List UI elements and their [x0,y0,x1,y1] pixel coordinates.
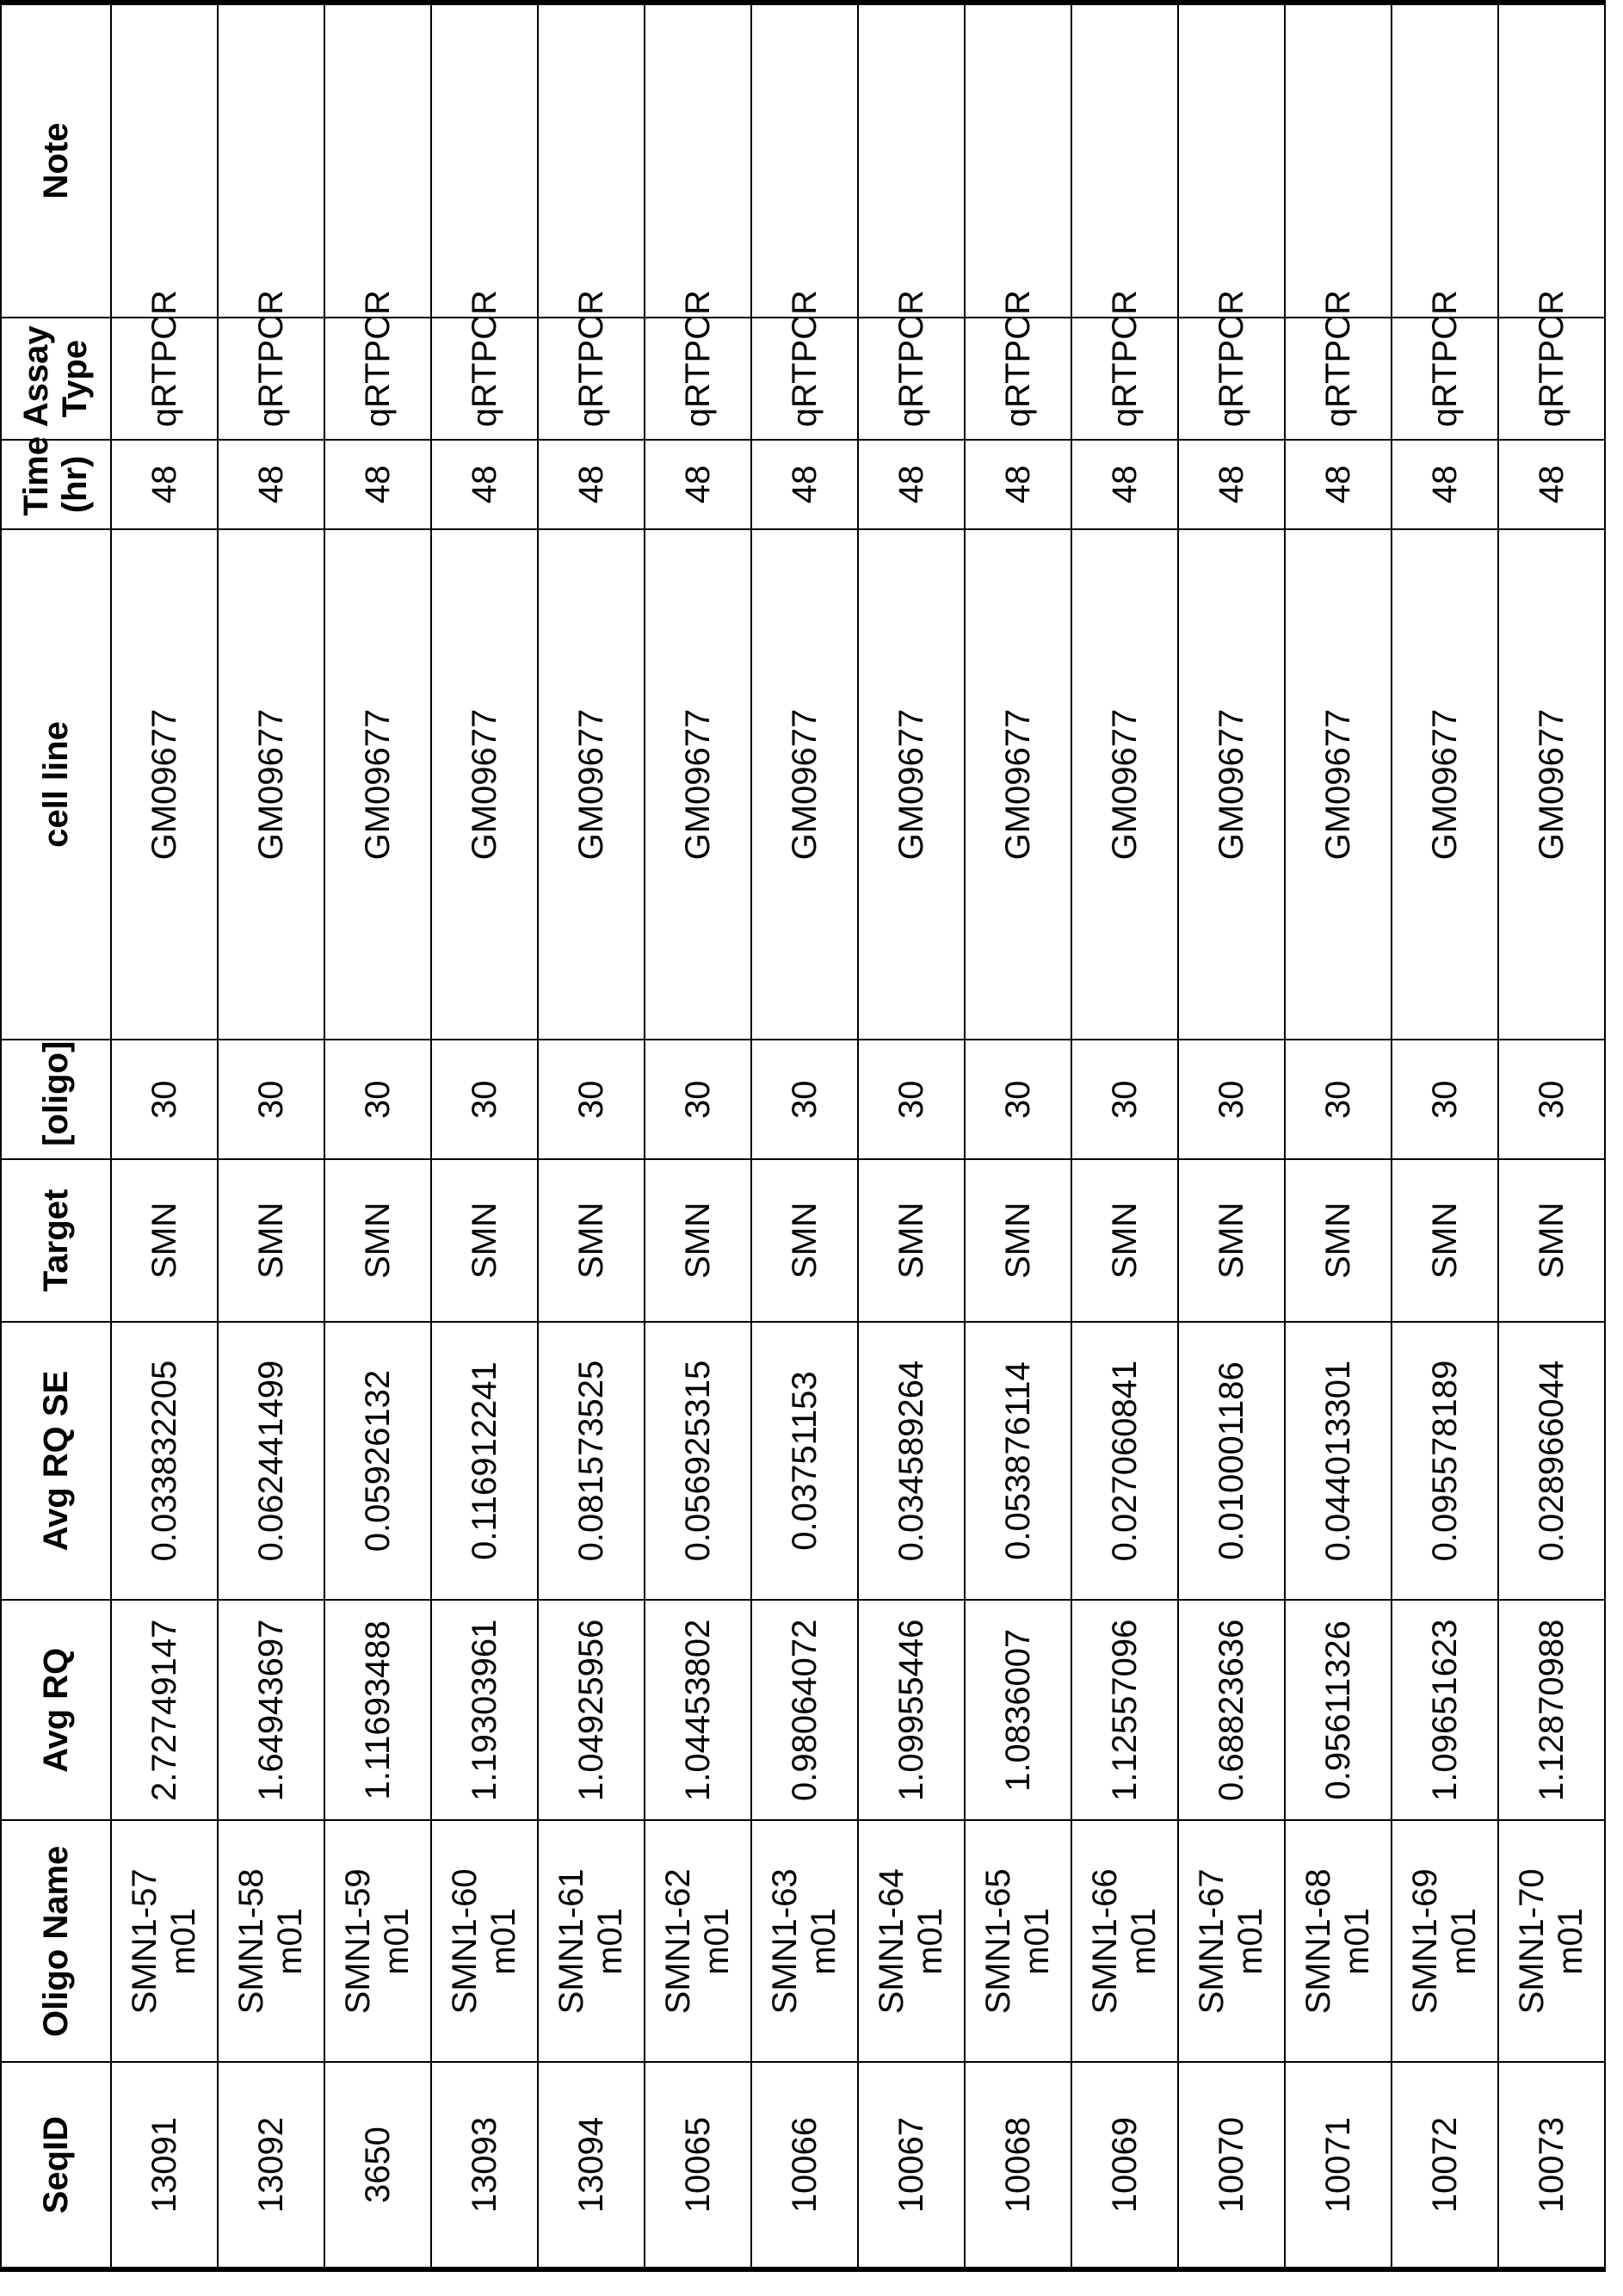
oligo-name-suffix: m01 [911,1907,949,1975]
cell-oligo_conc: 30 [218,1040,324,1159]
cell-time_hr: 48 [1178,440,1285,528]
cell-assay_type: qRTPCR [1285,318,1392,441]
cell-seqid: 10073 [1498,2062,1605,2269]
cell-time_hr: 48 [538,440,645,528]
oligo-name-suffix: m01 [1338,1907,1376,1975]
column-header-seqid: SeqID [1,2062,111,2269]
cell-assay_type: qRTPCR [751,318,858,441]
cell-time_hr: 48 [324,440,431,528]
cell-avg_rq: 1.09955446 [858,1600,965,1820]
cell-cell_line: GM09677 [111,529,218,1040]
cell-avg_rq_se: 0.028966044 [1498,1322,1605,1600]
cell-target: SMN [1285,1159,1392,1322]
cell-oligo_conc: 30 [431,1040,538,1159]
cell-cell_line: GM09677 [1392,529,1498,1040]
table-row [1392,3,1498,2269]
table-row [1071,3,1178,2269]
cell-note [858,3,965,318]
cell-note [1071,3,1178,318]
cell-seqid: 10066 [751,2062,858,2269]
oligo-name-suffix: m01 [484,1907,522,1975]
cell-assay_type: qRTPCR [111,318,218,441]
table-row [218,3,324,2269]
cell-avg_rq: 1.12557096 [1071,1600,1178,1820]
cell-note [431,3,538,318]
oligo-name-suffix: m01 [1231,1907,1269,1975]
cell-assay_type: qRTPCR [1498,318,1605,441]
cell-oligo_name: SMN1-66 m01 [1071,1820,1178,2062]
column-header-assay-type: Assay Type [1,318,111,441]
cell-seqid: 10067 [858,2062,965,2269]
cell-avg_rq: 1.64943697 [218,1600,324,1820]
oligo-name-suffix: m01 [1552,1907,1589,1975]
cell-cell_line: GM09677 [1285,529,1392,1040]
cell-assay_type: qRTPCR [431,318,538,441]
cell-oligo_conc: 30 [324,1040,431,1159]
cell-oligo_name: SMN1-59 m01 [324,1820,431,2062]
cell-note [1392,3,1498,318]
cell-target: SMN [1498,1159,1605,1322]
cell-note [324,3,431,318]
table-row [965,3,1071,2269]
cell-cell_line: GM09677 [645,529,751,1040]
cell-oligo_name: SMN1-70 m01 [1498,1820,1605,2062]
cell-avg_rq_se: 0.056925315 [645,1322,751,1600]
column-header-note: Note [1,3,111,318]
cell-cell_line: GM09677 [218,529,324,1040]
cell-target: SMN [645,1159,751,1322]
cell-target: SMN [218,1159,324,1322]
cell-oligo_name: SMN1-62 m01 [645,1820,751,2062]
cell-time_hr: 48 [1285,440,1392,528]
cell-oligo_conc: 30 [751,1040,858,1159]
table-row [431,3,538,2269]
cell-time_hr: 48 [751,440,858,528]
cell-time_hr: 48 [431,440,538,528]
cell-oligo_name: SMN1-69 m01 [1392,1820,1498,2062]
cell-avg_rq_se: 0.010001186 [1178,1322,1285,1600]
cell-avg_rq_se: 0.116912241 [431,1322,538,1600]
cell-cell_line: GM09677 [858,529,965,1040]
cell-oligo_name: SMN1-58 m01 [218,1820,324,2062]
table-row [324,3,431,2269]
cell-time_hr: 48 [1071,440,1178,528]
cell-assay_type: qRTPCR [1392,318,1498,441]
cell-avg_rq_se: 0.095578189 [1392,1322,1498,1600]
cell-seqid: 13093 [431,2062,538,2269]
cell-oligo_name: SMN1-57 m01 [111,1820,218,2062]
cell-seqid: 13092 [218,2062,324,2269]
cell-target: SMN [431,1159,538,1322]
cell-target: SMN [1178,1159,1285,1322]
cell-oligo_conc: 30 [965,1040,1071,1159]
oligo-name-suffix: m01 [1445,1907,1483,1975]
cell-note [645,3,751,318]
oligo-name-suffix: m01 [591,1907,629,1975]
cell-target: SMN [111,1159,218,1322]
cell-oligo_conc: 30 [538,1040,645,1159]
cell-oligo_name: SMN1-60 m01 [431,1820,538,2062]
cell-cell_line: GM09677 [1071,529,1178,1040]
table-row [538,3,645,2269]
cell-avg_rq_se: 0.081573525 [538,1322,645,1600]
cell-cell_line: GM09677 [324,529,431,1040]
table-row [645,3,751,2269]
column-header-oligo-name: Oligo Name [1,1820,111,2062]
cell-target: SMN [1392,1159,1498,1322]
cell-assay_type: qRTPCR [965,318,1071,441]
cell-oligo_conc: 30 [645,1040,751,1159]
cell-avg_rq: 1.0836007 [965,1600,1071,1820]
column-header-target: Target [1,1159,111,1322]
cell-note [1498,3,1605,318]
cell-oligo_conc: 30 [858,1040,965,1159]
cell-avg_rq: 2.72749147 [111,1600,218,1820]
cell-seqid: 10068 [965,2062,1071,2269]
cell-avg_rq_se: 0.034589264 [858,1322,965,1600]
cell-time_hr: 48 [1392,440,1498,528]
table-header [1,3,111,2269]
column-header-avg-rq: Avg RQ [1,1600,111,1820]
cell-target: SMN [324,1159,431,1322]
cell-cell_line: GM09677 [1498,529,1605,1040]
cell-time_hr: 48 [965,440,1071,528]
cell-cell_line: GM09677 [965,529,1071,1040]
cell-oligo_name: SMN1-64 m01 [858,1820,965,2062]
cell-oligo_conc: 30 [111,1040,218,1159]
table-body [111,3,1605,2269]
oligo-name-suffix: m01 [378,1907,416,1975]
cell-note [111,3,218,318]
column-header-avg-rq-se: Avg RQ SE [1,1322,111,1600]
oligo-name-suffix: m01 [698,1907,736,1975]
cell-avg_rq_se: 0.062441499 [218,1322,324,1600]
cell-assay_type: qRTPCR [1071,318,1178,441]
cell-avg_rq: 1.09651623 [1392,1600,1498,1820]
cell-assay_type: qRTPCR [538,318,645,441]
table-row [1178,3,1285,2269]
cell-time_hr: 48 [1498,440,1605,528]
oligo-name-suffix: m01 [164,1907,202,1975]
column-header-oligo-conc: [oligo] [1,1040,111,1159]
cell-assay_type: qRTPCR [218,318,324,441]
cell-target: SMN [538,1159,645,1322]
cell-oligo_name: SMN1-68 m01 [1285,1820,1392,2062]
cell-seqid: 3650 [324,2062,431,2269]
table-header-row [1,3,111,2269]
table-row [111,3,218,2269]
table-row [1285,3,1392,2269]
cell-note [218,3,324,318]
oligo-name-suffix: m01 [1125,1907,1163,1975]
cell-cell_line: GM09677 [431,529,538,1040]
cell-cell_line: GM09677 [538,529,645,1040]
cell-oligo_name: SMN1-61 m01 [538,1820,645,2062]
cell-cell_line: GM09677 [1178,529,1285,1040]
cell-avg_rq_se: 0.027060841 [1071,1322,1178,1600]
cell-avg_rq: 1.19303961 [431,1600,538,1820]
cell-oligo_conc: 30 [1178,1040,1285,1159]
cell-assay_type: qRTPCR [1178,318,1285,441]
oligo-name-suffix: m01 [271,1907,309,1975]
cell-time_hr: 48 [111,440,218,528]
cell-target: SMN [858,1159,965,1322]
cell-note [1178,3,1285,318]
cell-oligo_name: SMN1-67 m01 [1178,1820,1285,2062]
cell-avg_rq: 1.04925956 [538,1600,645,1820]
cell-avg_rq_se: 0.05926132 [324,1322,431,1600]
cell-note [538,3,645,318]
cell-seqid: 10065 [645,2062,751,2269]
cell-seqid: 13094 [538,2062,645,2269]
cell-oligo_conc: 30 [1392,1040,1498,1159]
cell-seqid: 10071 [1285,2062,1392,2269]
cell-target: SMN [1071,1159,1178,1322]
column-header-cell-line: cell line [1,529,111,1040]
cell-note [1285,3,1392,318]
cell-avg_rq_se: 0.033832205 [111,1322,218,1600]
cell-note [965,3,1071,318]
cell-oligo_name: SMN1-63 m01 [751,1820,858,2062]
cell-assay_type: qRTPCR [858,318,965,441]
cell-avg_rq: 0.98064072 [751,1600,858,1820]
cell-target: SMN [965,1159,1071,1322]
cell-time_hr: 48 [218,440,324,528]
cell-note [751,3,858,318]
cell-avg_rq_se: 0.053876114 [965,1322,1071,1600]
cell-avg_rq: 1.12870988 [1498,1600,1605,1820]
cell-oligo_conc: 30 [1071,1040,1178,1159]
cell-oligo_conc: 30 [1285,1040,1392,1159]
cell-avg_rq: 0.95611326 [1285,1600,1392,1820]
oligo-name-suffix: m01 [1018,1907,1056,1975]
cell-time_hr: 48 [645,440,751,528]
cell-avg_rq_se: 0.03751153 [751,1322,858,1600]
cell-avg_rq: 0.68823636 [1178,1600,1285,1820]
cell-time_hr: 48 [858,440,965,528]
cell-seqid: 10072 [1392,2062,1498,2269]
table-row [751,3,858,2269]
cell-seqid: 10070 [1178,2062,1285,2269]
cell-avg_rq_se: 0.044013301 [1285,1322,1392,1600]
cell-avg_rq: 1.04453802 [645,1600,751,1820]
oligo-name-suffix: m01 [805,1907,842,1975]
cell-target: SMN [751,1159,858,1322]
table-row [1498,3,1605,2269]
cell-cell_line: GM09677 [751,529,858,1040]
column-header-time: Time (hr) [1,440,111,528]
cell-oligo_name: SMN1-65 m01 [965,1820,1071,2062]
cell-oligo_conc: 30 [1498,1040,1605,1159]
cell-assay_type: qRTPCR [324,318,431,441]
cell-seqid: 13091 [111,2062,218,2269]
cell-seqid: 10069 [1071,2062,1178,2269]
cell-avg_rq: 1.11693488 [324,1600,431,1820]
table-row [858,3,965,2269]
cell-assay_type: qRTPCR [645,318,751,441]
